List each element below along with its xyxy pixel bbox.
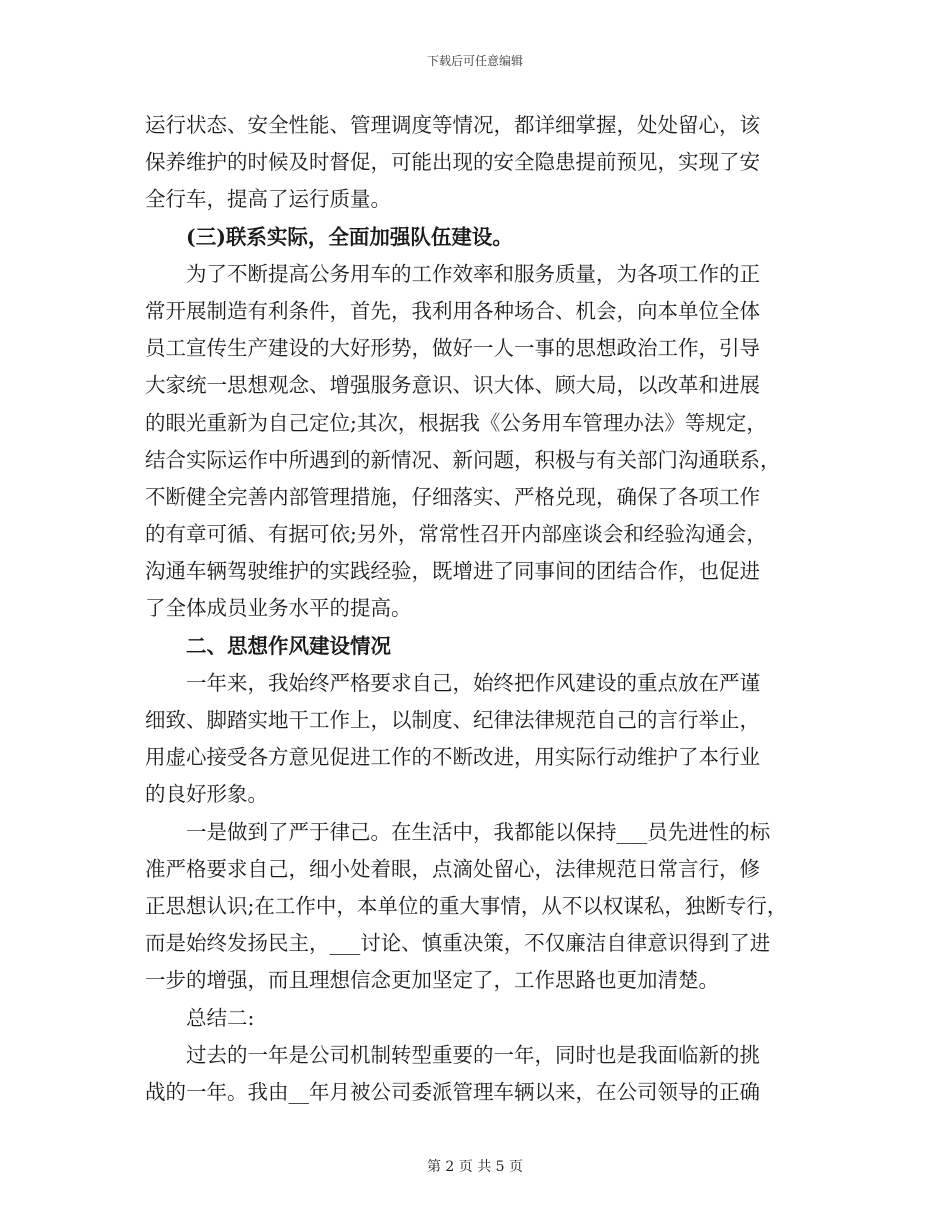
text-line: 过去的一年是公司机制转型重要的一年，同时也是我面临新的挑 [186, 1042, 760, 1067]
text-line: 用虚心接受各方意见促进工作的不断改进，用实际行动维护了本行业 [145, 745, 760, 770]
text-line: 了全体成员业务水平的提高。 [145, 596, 412, 621]
text-line: 的眼光重新为自己定位;其次，根据我《公务用车管理办法》等规定， [145, 410, 767, 435]
text-line: 结合实际运作中所遇到的新情况、新问题，积极与有关部门沟通联系， [145, 447, 781, 472]
text-line: 为了不断提高公务用车的工作效率和服务质量，为各项工作的正 [186, 261, 760, 286]
text-line: 战的一年。我由__年月被公司委派管理车辆以来，在公司领导的正确 [145, 1079, 760, 1104]
text-line: 全行车，提高了运行质量。 [145, 187, 391, 212]
page-number: 第 2 页 共 5 页 [426, 1159, 524, 1175]
text-line: 不断健全完善内部管理措施，仔细落实、严格兑现，确保了各项工作 [145, 484, 760, 509]
text-line: 运行状态、安全性能、管理调度等情况，都详细掌握，处处留心，该 [145, 113, 760, 137]
text-line: 的良好形象。 [145, 782, 268, 807]
text-line: 总结二: [186, 1005, 255, 1030]
document-body [145, 107, 810, 1111]
text-line: 细致、脚踏实地干工作上，以制度、纪律法律规范自己的言行举止， [145, 708, 760, 732]
page-header-note: 下载后可任意编辑 [426, 54, 523, 68]
text-line: 大家统一思想观念、增强服务意识、识大体、顾大局，以改革和进展 [145, 373, 760, 398]
text-line: 一是做到了严于律己。在生活中，我都能以保持___员先进性的标 [186, 819, 771, 844]
text-line: 沟通车辆驾驶维护的实践经验，既增进了同事间的团结合作，也促进 [145, 559, 760, 584]
text-line: 准严格要求自己，细小处着眼，点滴处留心，法律规范日常言行，修 [145, 856, 760, 881]
text-line: 员工宣传生产建设的大好形势，做好一人一事的思想政治工作，引导 [145, 336, 760, 361]
text-line: 而是始终发扬民主，___讨论、慎重决策，不仅廉洁自律意识得到了进 [145, 931, 771, 956]
text-line: 保养维护的时候及时督促，可能出现的安全隐患提前预见，实现了安 [145, 150, 760, 175]
text-line: 一步的增强，而且理想信念更加坚定了，工作思路也更加清楚。 [145, 968, 719, 993]
text-line: 正思想认识;在工作中，本单位的重大事情，从不以权谋私，独断专行， [145, 893, 788, 918]
text-line: 的有章可循、有据可依;另外，常常性召开内部座谈会和经验沟通会， [145, 522, 767, 547]
text-line: 常开展制造有利条件，首先，我利用各种场合、机会，向本单位全体 [145, 298, 760, 323]
text-line: 一年来，我始终严格要求自己，始终把作风建设的重点放在严谨 [186, 670, 760, 695]
section-heading: 二、思想作风建设情况 [186, 633, 391, 658]
section-heading: (三)联系实际，全面加强队伍建设。 [186, 224, 513, 249]
